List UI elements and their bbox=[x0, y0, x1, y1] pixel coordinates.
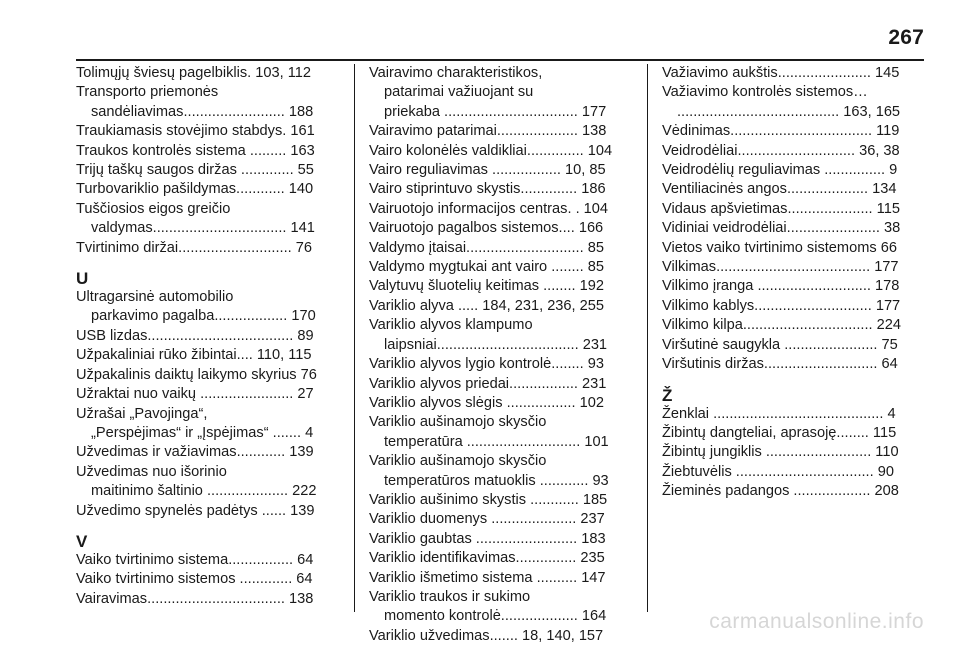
index-letter-heading: V bbox=[76, 531, 88, 551]
index-entry-text: Vaiko tvirtinimo sistemos ............. 64 bbox=[76, 571, 313, 588]
index-entry-text: Traukiamasis stovėjimo stabdys. 161 bbox=[76, 123, 315, 140]
index-entry-text: Vairo reguliavimas ................. 10, 85 bbox=[369, 162, 606, 179]
index-entry bbox=[662, 463, 938, 482]
index-entry-text: Užvedimas ir važiavimas............ 139 bbox=[76, 444, 314, 461]
index-entry bbox=[76, 142, 352, 161]
index-entry bbox=[76, 463, 352, 502]
index-entry-continuation: valdymas................................. 141 bbox=[91, 220, 315, 237]
index-entry bbox=[369, 258, 645, 277]
page-number: 267 bbox=[888, 26, 924, 49]
index-entry bbox=[76, 590, 352, 609]
index-entry bbox=[76, 83, 352, 122]
index-entry-text: Variklio alyvos klampumo bbox=[369, 317, 533, 334]
index-entry bbox=[76, 502, 352, 521]
index-entry bbox=[369, 64, 645, 122]
index-entry-text: Užpakaliniai rūko žibintai.... 110, 115 bbox=[76, 347, 312, 364]
index-entry-text: Žiebtuvėlis .................................. 90 bbox=[662, 463, 894, 480]
index-entry-text: Tuščiosios eigos greičio bbox=[76, 200, 231, 217]
index-entry bbox=[76, 366, 352, 385]
index-entry-text: Ventiliacinės angos.................... 134 bbox=[662, 181, 897, 198]
index-entry-continuation: patarimai važiuojant su bbox=[384, 84, 534, 101]
index-entry-continuation: sandėliavimas......................... 188 bbox=[91, 103, 314, 120]
index-entry bbox=[76, 443, 352, 462]
index-entry-text: Vidaus apšvietimas..................... 115 bbox=[662, 200, 900, 217]
index-entry-text: Vilkimas...................................... 177 bbox=[662, 259, 899, 276]
index-entry-text: Užrašai „Pavojinga“, bbox=[76, 405, 208, 422]
index-entry-text: Variklio traukos ir sukimo bbox=[369, 588, 531, 605]
index-entry-text: Vairavimo patarimai.................... 138 bbox=[369, 123, 607, 140]
index-entry-continuation: laipsniai................................... 231 bbox=[384, 336, 608, 353]
column-divider bbox=[354, 64, 355, 612]
index-entry bbox=[662, 258, 938, 277]
index-entry-text: Valdymo mygtukai ant vairo ........ 85 bbox=[369, 259, 604, 276]
index-entry-text: Tvirtinimo diržai............................ 76 bbox=[76, 239, 312, 256]
index-column-2 bbox=[369, 64, 645, 646]
index-entry-text: Variklio identifikavimas............... 235 bbox=[369, 550, 605, 567]
index-entry bbox=[369, 588, 645, 627]
index-entry bbox=[369, 161, 645, 180]
index-entry bbox=[662, 277, 938, 296]
index-entry-text: Vilkimo įranga ............................ 178 bbox=[662, 278, 900, 295]
index-entry bbox=[662, 355, 938, 374]
index-entry bbox=[76, 327, 352, 346]
index-entry-text: Važiavimo kontrolės sistemos… bbox=[662, 84, 868, 101]
index-entry-text: Žibintų jungiklis .......................... 110 bbox=[662, 444, 899, 461]
index-entry bbox=[76, 200, 352, 239]
index-entry bbox=[76, 64, 352, 83]
index-entry-text: Vairuotojo pagalbos sistemos.... 166 bbox=[369, 220, 604, 237]
index-entry-text: Vairo kolonėlės valdikliai.............. 104 bbox=[369, 142, 613, 159]
index-entry-text: USB lizdas.................................... 89 bbox=[76, 327, 314, 344]
index-entry-text: Variklio alyvos slėgis ................. 102 bbox=[369, 394, 604, 411]
index-entry bbox=[76, 570, 352, 589]
index-entry-text: Vairuotojo informacijos centras. . 104 bbox=[369, 200, 609, 217]
index-entry-continuation: temperatūros matuoklis ............ 93 bbox=[384, 472, 609, 489]
index-entry bbox=[662, 424, 938, 443]
index-entry-text: Variklio duomenys ..................... 237 bbox=[369, 511, 605, 528]
column-divider bbox=[647, 64, 648, 612]
index-entry-text: Vilkimo kablys............................. 177 bbox=[662, 297, 901, 314]
index-entry bbox=[76, 239, 352, 258]
index-entry-text: Variklio aušinimo skystis ............ 185 bbox=[369, 491, 608, 508]
index-entry-text: Vairo stiprintuvo skystis.............. 186 bbox=[369, 181, 606, 198]
index-entry bbox=[369, 413, 645, 452]
index-entry bbox=[662, 443, 938, 462]
index-entry-text: Variklio aušinamojo skysčio bbox=[369, 453, 547, 470]
index-entry bbox=[662, 142, 938, 161]
index-entry bbox=[662, 219, 938, 238]
index-entry-text: Užvedimo spynelės padėtys ...... 139 bbox=[76, 502, 315, 519]
index-entry bbox=[662, 161, 938, 180]
index-entry bbox=[369, 627, 645, 646]
index-entry bbox=[369, 375, 645, 394]
index-entry-text: Turbovariklio pašildymas............ 140 bbox=[76, 181, 314, 198]
header-rule bbox=[76, 59, 924, 61]
index-entry bbox=[369, 219, 645, 238]
index-entry-continuation: priekaba ................................. 177 bbox=[384, 103, 607, 120]
index-entry-text: Valdymo įtaisai............................. 85 bbox=[369, 239, 604, 256]
index-entry-text: Užpakalinis daiktų laikymo skyrius 76 bbox=[76, 366, 317, 383]
index-entry bbox=[76, 405, 352, 444]
index-entry-text: Veidrodėliai............................. 36, 38 bbox=[662, 142, 900, 159]
index-entry bbox=[369, 549, 645, 568]
index-entry bbox=[662, 200, 938, 219]
index-letter-heading: U bbox=[76, 269, 89, 289]
index-entry-text: Vaiko tvirtinimo sistema................ 64 bbox=[76, 551, 314, 568]
index-entry-text: Variklio alyva ..... 184, 231, 236, 255 bbox=[369, 297, 604, 314]
index-entry-text: Valytuvų šluotelių keitimas ........ 192 bbox=[369, 278, 604, 295]
index-entry-text: Užvedimas nuo išorinio bbox=[76, 463, 227, 480]
index-entry-text: Važiavimo aukštis....................... 145 bbox=[662, 65, 900, 81]
index-entry bbox=[369, 200, 645, 219]
index-entry bbox=[369, 180, 645, 199]
index-entry bbox=[662, 297, 938, 316]
index-entry-text: Žibintų dangteliai, aprasoję........ 115 bbox=[662, 424, 897, 441]
index-entry-continuation: parkavimo pagalba.................. 170 bbox=[91, 308, 316, 325]
index-entry bbox=[662, 482, 938, 501]
index-entry bbox=[76, 551, 352, 570]
index-entry-text: Transporto priemonės bbox=[76, 84, 219, 101]
index-entry-text: Variklio užvedimas....... 18, 140, 157 bbox=[369, 627, 604, 644]
index-entry-continuation: momento kontrolė................... 164 bbox=[384, 608, 607, 625]
index-entry-text: Viršutinis diržas............................ 64 bbox=[662, 356, 898, 373]
index-entry-text: Ultragarsinė automobilio bbox=[76, 289, 234, 306]
index-entry bbox=[662, 180, 938, 199]
watermark: carmanualsonline.info bbox=[709, 610, 924, 633]
index-entry-continuation: ........................................ 163, 165 bbox=[677, 103, 901, 120]
index-entry-continuation: „Perspėjimas“ ir „Įspėjimas“ ....... 4 bbox=[91, 424, 314, 441]
index-entry bbox=[662, 122, 938, 141]
index-entry-text: Užraktai nuo vaikų ....................... 27 bbox=[76, 386, 314, 403]
index-column-3 bbox=[662, 64, 938, 502]
index-entry-continuation: maitinimo šaltinio .................... 222 bbox=[91, 483, 317, 500]
index-entry-text: Variklio gaubtas ......................... 183 bbox=[369, 530, 606, 547]
index-entry bbox=[76, 122, 352, 141]
index-entry-text: Trijų taškų saugos diržas ............. 55 bbox=[76, 162, 314, 179]
index-entry bbox=[369, 297, 645, 316]
index-entry bbox=[369, 239, 645, 258]
index-entry bbox=[369, 142, 645, 161]
index-entry bbox=[369, 491, 645, 510]
index-entry-text: Vilkimo kilpa................................ 224 bbox=[662, 317, 901, 334]
index-entry-text: Vairavimo charakteristikos, bbox=[369, 65, 543, 81]
index-entry-text: Variklio išmetimo sistema .......... 147 bbox=[369, 569, 606, 586]
index-entry bbox=[369, 316, 645, 355]
index-entry-text: Veidrodėlių reguliavimas ............... 9 bbox=[662, 162, 898, 179]
index-entry bbox=[76, 288, 352, 327]
index-entry-text: Variklio alyvos priedai................. 231 bbox=[369, 375, 607, 392]
index-entry bbox=[369, 569, 645, 588]
index-entry bbox=[76, 161, 352, 180]
index-letter-heading: Ž bbox=[662, 385, 673, 405]
index-entry-text: Viršutinė saugykla ....................... 75 bbox=[662, 336, 898, 353]
index-entry-text: Vairavimas.................................. 138 bbox=[76, 590, 314, 607]
index-column-1 bbox=[76, 64, 352, 609]
index-entry bbox=[662, 83, 938, 122]
index-entry-text: Variklio alyvos lygio kontrolė........ 93 bbox=[369, 356, 604, 373]
index-entry bbox=[369, 277, 645, 296]
index-entry bbox=[76, 180, 352, 199]
index-entry bbox=[662, 316, 938, 335]
index-entry bbox=[76, 346, 352, 365]
index-entry bbox=[369, 355, 645, 374]
index-entry bbox=[662, 239, 938, 258]
index-entry bbox=[369, 394, 645, 413]
index-entry-text: Vėdinimas................................... 119 bbox=[662, 123, 900, 140]
index-entry-text: Vietos vaiko tvirtinimo sistemoms 66 bbox=[662, 239, 897, 256]
index-entry-continuation: temperatūra ............................ 101 bbox=[384, 433, 609, 450]
index-entry-text: Žieminės padangos ................... 208 bbox=[662, 483, 899, 500]
index-entry bbox=[369, 122, 645, 141]
index-entry-text: Tolimųjų šviesų pagelbiklis. 103, 112 bbox=[76, 65, 311, 81]
index-entry bbox=[662, 405, 938, 424]
index-entry-text: Vidiniai veidrodėliai....................... 38 bbox=[662, 220, 901, 237]
index-entry bbox=[662, 336, 938, 355]
index-entry-text: Ženklai .......................................... 4 bbox=[662, 405, 896, 422]
index-entry bbox=[76, 385, 352, 404]
index-entry bbox=[369, 452, 645, 491]
index-entry-text: Traukos kontrolės sistema ......... 163 bbox=[76, 142, 315, 159]
index-entry bbox=[369, 510, 645, 529]
index-entry bbox=[369, 530, 645, 549]
index-entry bbox=[662, 64, 938, 83]
index-entry-text: Variklio aušinamojo skysčio bbox=[369, 414, 547, 431]
